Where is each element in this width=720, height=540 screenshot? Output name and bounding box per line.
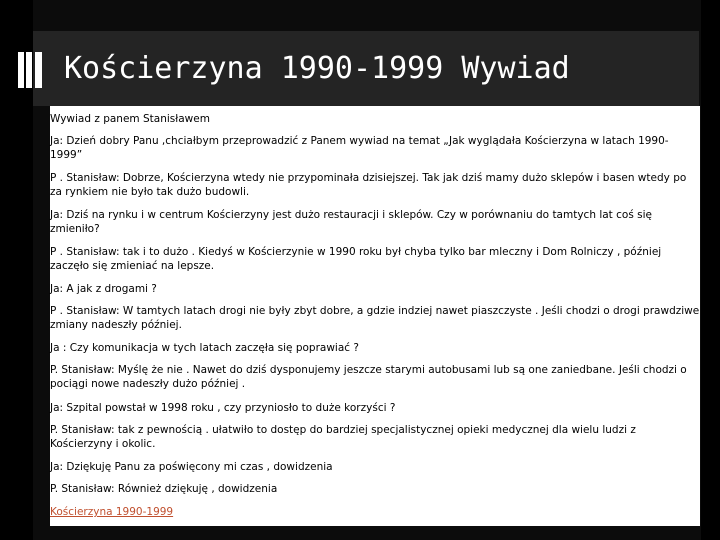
page-title: Kościerzyna 1990-1999 Wywiad — [64, 51, 570, 86]
hyperlink-koscierzyna[interactable]: Kościerzyna 1990-1999 — [50, 506, 174, 518]
paragraph-answer-6: P. Stanisław: Również dziękuję , dowidzenia — [50, 483, 278, 495]
paragraph-answer-2: P . Stanisław: tak i to dużo . Kiedyś w Kościerzynie w 1990 roku był chyba tylko bar mleczny i Dom Rolniczy , później zaczęło się zmieniać na lepsze. — [50, 246, 662, 272]
paragraph-question-4: Ja : Czy komunikacja w tych latach zaczęła się poprawiać ? — [50, 342, 359, 354]
paragraph-intro: Wywiad z panem Stanisławem — [50, 113, 210, 125]
paragraph-question-6: Ja: Dziękuję Panu za poświęcony mi czas , dowidzenia — [50, 461, 333, 473]
paragraph-question-1: Ja: Dzień dobry Panu ,chciałbym przeprowadzić z Panem wywiad na temat „Jak wyglądała Kościerzyna w latach 1990-1999” — [50, 135, 669, 161]
paragraph-answer-1: P . Stanisław: Dobrze, Kościerzyna wtedy nie przypominała dzisiejszej. Tak jak dziś mamy dużo sklepów i basen wtedy po za rynkiem nie było tak dużo budowli. — [50, 172, 687, 198]
paragraph-answer-3: P . Stanisław: W tamtych latach drogi nie były zbyt dobre, a gdzie indziej nawet piaszczyste . Jeśli chodzi o drogi prawdziwe zmiany nadeszły później. — [50, 305, 700, 331]
paragraph-answer-4: P. Stanisław: Myślę że nie . Nawet do dziś dysponujemy jeszcze starymi autobusami lub są one zaniedbane. Jeśli chodzi o pociągi nowe nadeszły dużo później . — [50, 364, 687, 390]
paragraph-question-5: Ja: Szpital powstał w 1998 roku , czy przyniosło to duże korzyści ? — [50, 402, 396, 414]
paragraph-question-2: Ja: Dziś na rynku i w centrum Kościerzyny jest dużo restauracji i sklepów. Czy w porównaniu do tamtych lat coś się zmieniło? — [50, 209, 652, 235]
title-bars-icon — [18, 52, 42, 88]
paragraph-question-3: Ja: A jak z drogami ? — [50, 283, 157, 295]
paragraph-answer-5: P. Stanisław: tak z pewnością . ułatwiło to dostęp do bardziej specjalistycznej opieki medycznej dla wielu ludzi z Kościerzyny i okolic. — [50, 424, 636, 450]
